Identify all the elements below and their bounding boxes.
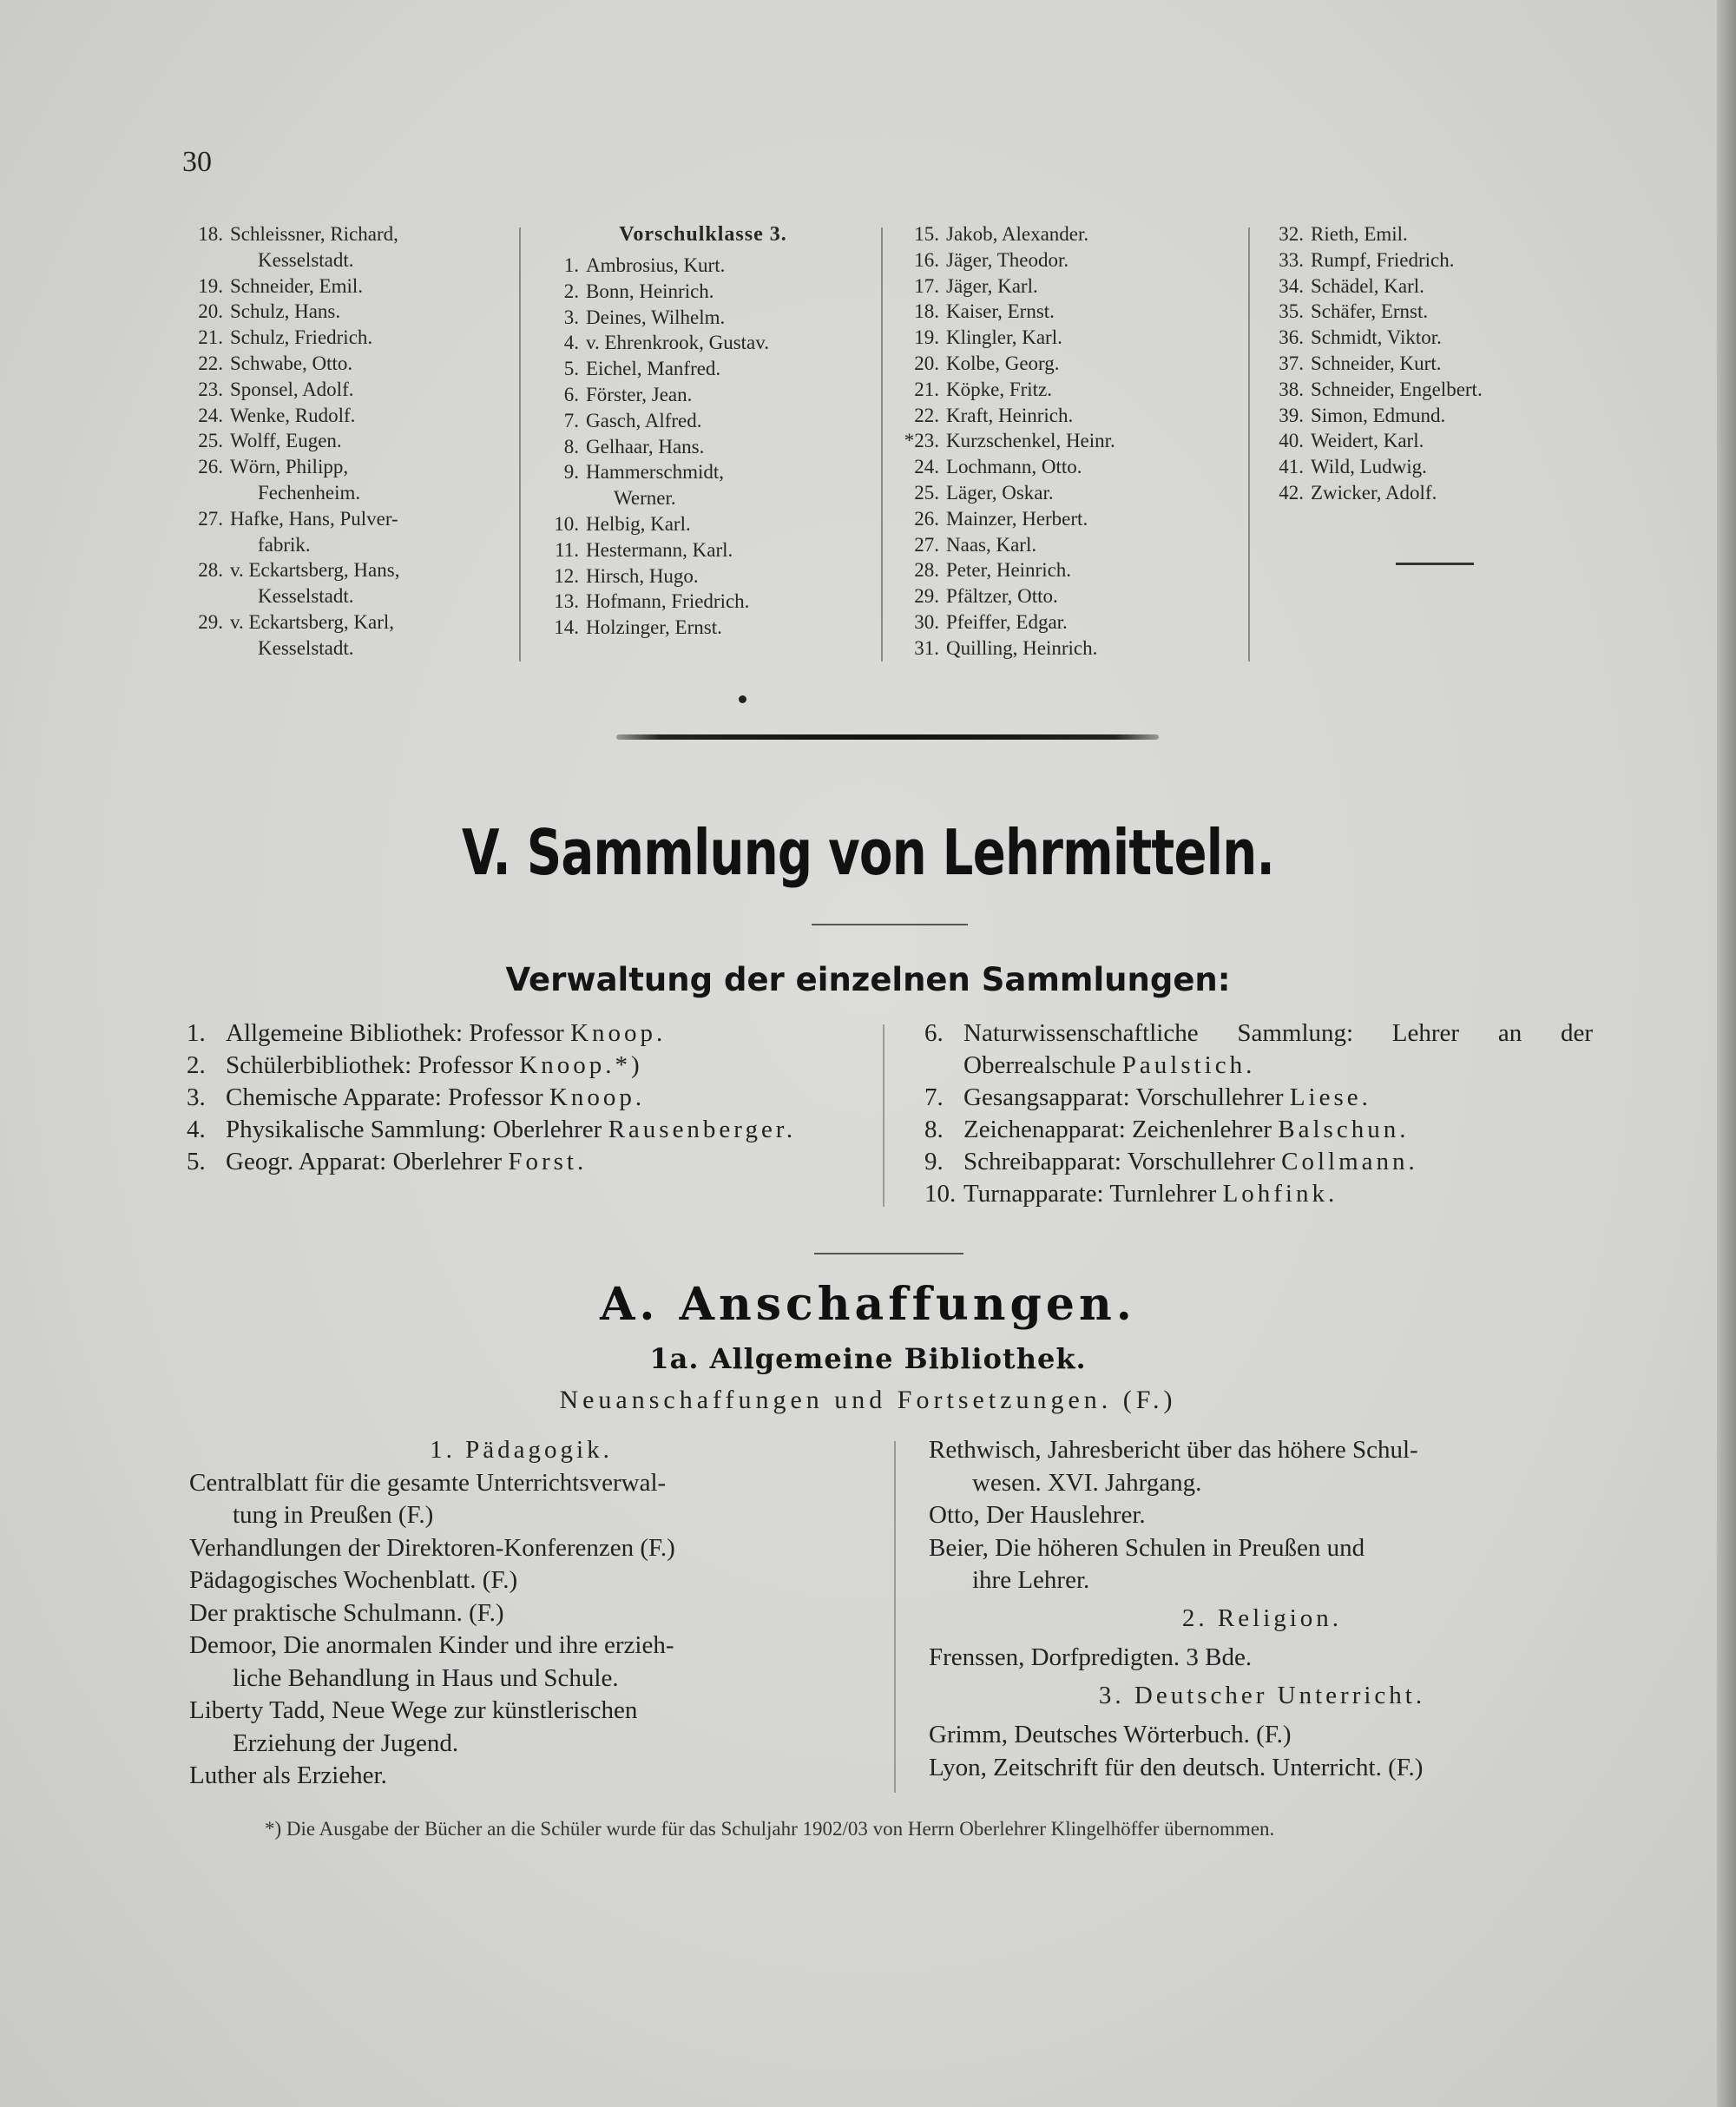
roster-entry	[894, 247, 1228, 273]
roster-entry	[1259, 325, 1606, 351]
student-name: Pfältzer, Otto.	[946, 585, 1058, 608]
entry-number: 2.	[187, 1051, 206, 1079]
roster-entry	[894, 377, 1228, 403]
roster-entry	[534, 615, 872, 641]
roster-entry	[534, 253, 872, 279]
roster-entry	[1259, 377, 1606, 403]
collection-text: Zeichenapparat: Zeichenlehrer Balschun.	[963, 1116, 1410, 1143]
student-name: Schneider, Emil.	[230, 274, 364, 297]
entry-number: 38.	[1279, 378, 1304, 400]
column-divider	[1248, 227, 1250, 662]
student-name: Quilling, Heinrich.	[946, 636, 1098, 659]
book-entry-line: Demoor, Die anormalen Kinder und ihre erzieh-	[189, 1631, 674, 1659]
student-name: Rieth, Emil.	[1311, 223, 1408, 245]
book-entry-line: Pädagogisches Wochenblatt. (F.)	[189, 1566, 518, 1594]
entry-number: 21.	[914, 378, 939, 400]
page-edge-shadow	[1717, 0, 1736, 2107]
student-name: Jäger, Theodor.	[946, 248, 1069, 271]
book-entry-line: wesen. XVI. Jahrgang.	[972, 1468, 1202, 1497]
section-title: V. Sammlung von Lehrmitteln.	[461, 816, 1274, 889]
student-name: v. Eckartsberg, Hans,	[230, 559, 400, 582]
student-name: v. Ehrenkrook, Gustav.	[586, 332, 769, 354]
book-entry	[929, 1752, 1595, 1785]
teacher-name: Knoop.	[570, 1019, 667, 1047]
library-heading: 1a. Allgemeine Bibliothek.	[649, 1342, 1087, 1375]
entry-number: 28.	[914, 559, 939, 582]
roster-entry	[178, 325, 508, 351]
entry-number: 19.	[914, 326, 939, 349]
roster-entry	[894, 583, 1228, 609]
book-entry-line: Rethwisch, Jahresbericht über das höhere Schul-	[929, 1436, 1418, 1464]
student-name: Köpke, Fritz.	[946, 378, 1053, 400]
book-entry	[189, 1564, 853, 1597]
entry-number: 12.	[554, 564, 579, 587]
collection-text: Schülerbibliothek: Professor Knoop.*)	[226, 1051, 643, 1079]
collection-entry	[187, 1082, 851, 1114]
teacher-name: Lohfink.	[1222, 1180, 1338, 1208]
roster-entry	[534, 589, 872, 615]
student-name: Klingler, Karl.	[946, 326, 1062, 349]
entry-number: 18.	[914, 300, 939, 323]
collection-text: Allgemeine Bibliothek: Professor Knoop.	[226, 1019, 667, 1047]
student-name: Kolbe, Georg.	[946, 352, 1060, 374]
roster-entry	[534, 356, 872, 382]
entry-number: 10.	[554, 512, 579, 535]
entry-number: 22.	[198, 352, 223, 374]
student-name: Schäfer, Ernst.	[1311, 300, 1429, 323]
collection-entry	[187, 1050, 851, 1082]
entry-number: 24.	[198, 404, 223, 426]
collection-entry	[187, 1114, 851, 1146]
collection-entry	[924, 1082, 1593, 1114]
book-entry-line: Liberty Tadd, Neue Wege zur künstlerischen	[189, 1696, 638, 1724]
entry-number: 40.	[1279, 430, 1304, 452]
teacher-name: Collmann.	[1281, 1148, 1418, 1175]
acquisitions-note: Neuanschaffungen und Fortsetzungen. (F.)	[559, 1386, 1177, 1414]
student-name: Pfeiffer, Edgar.	[946, 610, 1068, 633]
student-name: Deines, Wilhelm.	[586, 306, 726, 328]
roster-entry	[1259, 454, 1606, 480]
student-name: Förster, Jean.	[586, 383, 693, 405]
entry-number: 18.	[198, 223, 223, 245]
entry-number: 34.	[1279, 274, 1304, 297]
entry-number: 7.	[563, 409, 579, 431]
entry-number: 31.	[914, 636, 939, 659]
student-name: Bonn, Heinrich.	[586, 280, 714, 302]
entry-number: 7.	[924, 1083, 944, 1111]
divider-rule	[812, 924, 968, 925]
student-name: Gasch, Alfred.	[586, 409, 702, 431]
collection-text: Gesangsapparat: Vorschullehrer Liese.	[963, 1083, 1371, 1111]
column-divider	[894, 1441, 896, 1793]
class-heading: Vorschulklasse 3.	[619, 223, 787, 246]
entry-number: 41.	[1279, 456, 1304, 478]
roster-entry	[534, 511, 872, 537]
roster-entry	[178, 403, 508, 429]
bullet-mark	[739, 695, 746, 703]
student-name: Kurzschenkel, Heinr.	[946, 430, 1115, 452]
category-heading: 1. Pädagogik.	[430, 1436, 613, 1464]
entry-number: 2.	[563, 280, 579, 302]
student-name: Helbig, Karl.	[586, 512, 691, 535]
book-entry	[929, 1434, 1595, 1499]
roster-entry	[894, 325, 1228, 351]
roster-entry	[1259, 428, 1606, 454]
admin-list-left	[187, 1017, 851, 1178]
entry-number: 25.	[914, 481, 939, 504]
end-rule	[1396, 563, 1474, 565]
book-entry-line: Otto, Der Hauslehrer.	[929, 1501, 1146, 1529]
student-name: Zwicker, Adolf.	[1311, 481, 1437, 504]
roster-column-4	[1259, 221, 1606, 506]
student-name: Kaiser, Ernst.	[946, 300, 1055, 323]
student-name: Hammerschmidt,	[586, 461, 725, 484]
roster-entry	[178, 557, 508, 583]
entry-number: 26.	[914, 507, 939, 530]
collection-text: Turnapparate: Turnlehrer Lohfink.	[963, 1180, 1338, 1208]
divider-rule	[814, 1253, 963, 1254]
collection-text: Physikalische Sammlung: Oberlehrer Rausenberger.	[226, 1116, 797, 1143]
entry-number: 6.	[924, 1019, 944, 1047]
roster-entry	[178, 351, 508, 377]
column-divider	[883, 1024, 884, 1207]
entry-number: 36.	[1279, 326, 1304, 349]
collection-entry	[187, 1017, 851, 1050]
book-entry-line: Grimm, Deutsches Wörterbuch. (F.)	[929, 1721, 1292, 1748]
roster-column-3	[894, 221, 1228, 662]
roster-entry	[178, 377, 508, 403]
roster-entry	[894, 609, 1228, 635]
student-name: Schulz, Friedrich.	[230, 326, 373, 349]
book-entry-line: Luther als Erzieher.	[189, 1761, 387, 1789]
entry-number: 23.	[198, 378, 223, 400]
book-entry-line: Beier, Die höheren Schulen in Preußen und	[929, 1533, 1365, 1562]
roster-entry	[178, 221, 508, 247]
book-entry-line: Erziehung der Jugend.	[233, 1728, 459, 1757]
student-location: Kesselstadt.	[258, 585, 354, 608]
entry-number: 14.	[554, 616, 579, 639]
book-entry-line: ihre Lehrer.	[972, 1566, 1090, 1594]
roster-entry	[894, 480, 1228, 506]
entry-number: 32.	[1279, 223, 1304, 245]
entry-number: 20.	[914, 352, 939, 374]
roster-column-2	[534, 221, 872, 641]
entry-number: 29.	[198, 610, 223, 633]
book-entry-line: liche Behandlung in Haus und Schule.	[233, 1663, 619, 1692]
entry-number: 27.	[914, 533, 939, 556]
entry-number: 35.	[1279, 300, 1304, 323]
student-location: Fechenheim.	[258, 481, 361, 504]
roster-entry	[894, 454, 1228, 480]
book-entry	[189, 1630, 853, 1695]
roster-entry	[534, 305, 872, 331]
student-name: Naas, Karl.	[946, 533, 1037, 556]
entry-number: 10.	[924, 1180, 957, 1208]
roster-entry	[534, 434, 872, 460]
entry-number: 30.	[914, 610, 939, 633]
student-location: fabrik.	[258, 533, 311, 556]
roster-entry	[1259, 247, 1606, 273]
student-name: Hofmann, Friedrich.	[586, 590, 750, 613]
entry-number: 24.	[914, 456, 939, 478]
roster-entry	[894, 557, 1228, 583]
book-entry	[929, 1499, 1595, 1532]
collection-entry	[924, 1146, 1593, 1178]
roster-entry	[1259, 403, 1606, 429]
roster-entry	[534, 537, 872, 563]
student-name: Ambrosius, Kurt.	[586, 254, 726, 276]
collection-text: Geogr. Apparat: Oberlehrer Forst.	[226, 1148, 588, 1175]
roster-list	[534, 253, 872, 641]
book-entry-line: Lyon, Zeitschrift für den deutsch. Unterricht. (F.)	[929, 1753, 1424, 1781]
roster-entry	[1259, 480, 1606, 506]
entry-number: 4.	[187, 1116, 206, 1143]
entry-number: 20.	[198, 300, 223, 323]
book-entry	[929, 1532, 1595, 1597]
entry-number: 26.	[198, 456, 223, 478]
roster-entry	[178, 454, 508, 480]
book-entry-line: tung in Preußen (F.)	[233, 1501, 434, 1529]
acquisitions-heading: A. Anschaffungen.	[600, 1278, 1136, 1331]
page-number: 30	[182, 146, 212, 178]
student-name: Wörn, Philipp,	[230, 456, 349, 478]
book-entry	[189, 1695, 853, 1760]
entry-number: *23.	[904, 430, 939, 452]
collection-text: Chemische Apparate: Professor Knoop.	[226, 1083, 646, 1111]
student-name: Schmidt, Viktor.	[1311, 326, 1442, 349]
book-entry	[189, 1760, 853, 1793]
entry-number: 37.	[1279, 352, 1304, 374]
entry-number: 6.	[563, 383, 579, 405]
student-name: Sponsel, Adolf.	[230, 378, 354, 400]
teacher-name: Knoop.	[549, 1083, 646, 1111]
student-name: Jäger, Karl.	[946, 274, 1038, 297]
roster-entry	[1259, 221, 1606, 247]
roster-column-1	[178, 221, 508, 662]
book-entry-line: Der praktische Schulmann. (F.)	[189, 1598, 504, 1627]
student-location: Werner.	[614, 487, 676, 510]
student-name: Läger, Oskar.	[946, 481, 1054, 504]
books-list-right	[929, 1434, 1595, 1784]
student-name: Wolff, Eugen.	[230, 430, 342, 452]
entry-number: 33.	[1279, 248, 1304, 271]
student-name: Hirsch, Hugo.	[586, 564, 699, 587]
roster-entry	[178, 428, 508, 454]
student-name: Schneider, Engelbert.	[1311, 378, 1483, 400]
entry-number: 22.	[914, 404, 939, 426]
book-entry	[929, 1719, 1595, 1752]
entry-number: 1.	[187, 1019, 206, 1047]
student-name: Jakob, Alexander.	[946, 223, 1089, 245]
student-name: Kraft, Heinrich.	[946, 404, 1074, 426]
student-name: Gelhaar, Hans.	[586, 435, 705, 458]
roster-entry	[894, 506, 1228, 532]
entry-number: 42.	[1279, 481, 1304, 504]
student-name: Hestermann, Karl.	[586, 538, 733, 561]
student-name: Eichel, Manfred.	[586, 358, 721, 380]
student-name: Rumpf, Friedrich.	[1311, 248, 1455, 271]
roster-entry	[894, 351, 1228, 377]
entry-number: 11.	[555, 538, 579, 561]
entry-number: 4.	[563, 332, 579, 354]
entry-number: 15.	[914, 223, 939, 245]
book-entry-line: Centralblatt für die gesamte Unterrichtsverwal-	[189, 1468, 667, 1497]
entry-number: 16.	[914, 248, 939, 271]
entry-number: 3.	[563, 306, 579, 328]
teacher-name: Liese.	[1289, 1083, 1371, 1111]
book-entry	[929, 1642, 1595, 1675]
entry-number: 39.	[1279, 404, 1304, 426]
column-divider	[881, 227, 883, 662]
student-name: Schneider, Kurt.	[1311, 352, 1442, 374]
book-entry	[189, 1532, 853, 1565]
student-name: Holzinger, Ernst.	[586, 616, 722, 639]
section-divider-rule	[616, 734, 1159, 740]
entry-number: 1.	[563, 254, 579, 276]
student-name: Schleissner, Richard,	[230, 223, 398, 245]
book-entry-line: Verhandlungen der Direktoren-Konferenzen (F.)	[189, 1533, 675, 1562]
roster-entry	[178, 299, 508, 325]
collection-entry	[924, 1114, 1593, 1146]
entry-number: 3.	[187, 1083, 206, 1111]
student-name: Hafke, Hans, Pulver-	[230, 507, 398, 530]
entry-number: 29.	[914, 585, 939, 608]
entry-number: 28.	[198, 559, 223, 582]
student-name: Peter, Heinrich.	[946, 559, 1072, 582]
entry-number: 27.	[198, 507, 223, 530]
student-name: v. Eckartsberg, Karl,	[230, 610, 395, 633]
book-entry-line: Frenssen, Dorfpredigten. 3 Bde.	[929, 1643, 1253, 1671]
student-name: Lochmann, Otto.	[946, 456, 1082, 478]
student-name: Schädel, Karl.	[1311, 274, 1424, 297]
teacher-name: Balschun.	[1278, 1116, 1410, 1143]
roster-entry	[178, 609, 508, 635]
collection-entry	[924, 1017, 1593, 1082]
student-name: Wenke, Rudolf.	[230, 404, 356, 426]
roster-entry	[178, 273, 508, 300]
roster-entry	[1259, 273, 1606, 300]
books-list-left	[189, 1434, 853, 1793]
teacher-name: Rausenberger.	[608, 1116, 797, 1143]
collection-entry	[187, 1146, 851, 1178]
entry-number: 9.	[924, 1148, 944, 1175]
teacher-name: Forst.	[508, 1148, 588, 1175]
book-entry	[189, 1597, 853, 1630]
category-heading: 2. Religion.	[1181, 1603, 1343, 1632]
roster-entry	[894, 403, 1228, 429]
admin-list-right	[924, 1017, 1593, 1210]
student-name: Weidert, Karl.	[1311, 430, 1424, 452]
student-location: Kesselstadt.	[258, 636, 354, 659]
roster-entry	[894, 635, 1228, 662]
collection-text: Schreibapparat: Vorschullehrer Collmann.	[963, 1148, 1418, 1175]
entry-number: 8.	[563, 435, 579, 458]
roster-entry	[894, 532, 1228, 558]
roster-entry	[534, 382, 872, 408]
roster-entry	[534, 459, 872, 485]
entry-number: 25.	[198, 430, 223, 452]
student-name: Mainzer, Herbert.	[946, 507, 1088, 530]
entry-number: 5.	[187, 1148, 206, 1175]
roster-entry	[894, 299, 1228, 325]
footnote: *) Die Ausgabe der Bücher an die Schüler wurde für das Schuljahr 1902/03 von Herrn Oberlehrer Klingelhöffer übernommen.	[265, 1818, 1275, 1840]
roster-entry	[894, 428, 1228, 454]
column-divider	[519, 227, 521, 662]
admin-heading: Verwaltung der einzelnen Sammlungen:	[505, 961, 1231, 998]
entry-number: 17.	[914, 274, 939, 297]
teacher-name: Paulstich.	[1121, 1051, 1256, 1079]
roster-entry	[534, 279, 872, 305]
student-name: Simon, Edmund.	[1311, 404, 1446, 426]
teacher-name: Knoop.*)	[519, 1051, 643, 1079]
roster-entry	[1259, 351, 1606, 377]
roster-entry	[534, 330, 872, 356]
student-name: Schwabe, Otto.	[230, 352, 353, 374]
roster-entry	[534, 408, 872, 434]
roster-entry	[1259, 299, 1606, 325]
student-name: Schulz, Hans.	[230, 300, 341, 323]
roster-entry	[178, 506, 508, 532]
entry-number: 9.	[563, 461, 579, 484]
roster-entry	[894, 221, 1228, 247]
roster-entry	[894, 273, 1228, 300]
entry-number: 21.	[198, 326, 223, 349]
collection-text: Naturwissenschaftliche Sammlung: Lehrer an der Oberrealschule Paulstich.	[963, 1019, 1593, 1079]
roster-entry	[534, 563, 872, 589]
entry-number: 8.	[924, 1116, 944, 1143]
entry-number: 19.	[198, 274, 223, 297]
student-location: Kesselstadt.	[258, 248, 354, 271]
entry-number: 13.	[554, 590, 579, 613]
student-name: Wild, Ludwig.	[1311, 456, 1427, 478]
entry-number: 5.	[563, 358, 579, 380]
category-heading: 3. Deutscher Unterricht.	[1098, 1681, 1426, 1709]
collection-entry	[924, 1178, 1593, 1210]
book-entry	[189, 1467, 853, 1532]
